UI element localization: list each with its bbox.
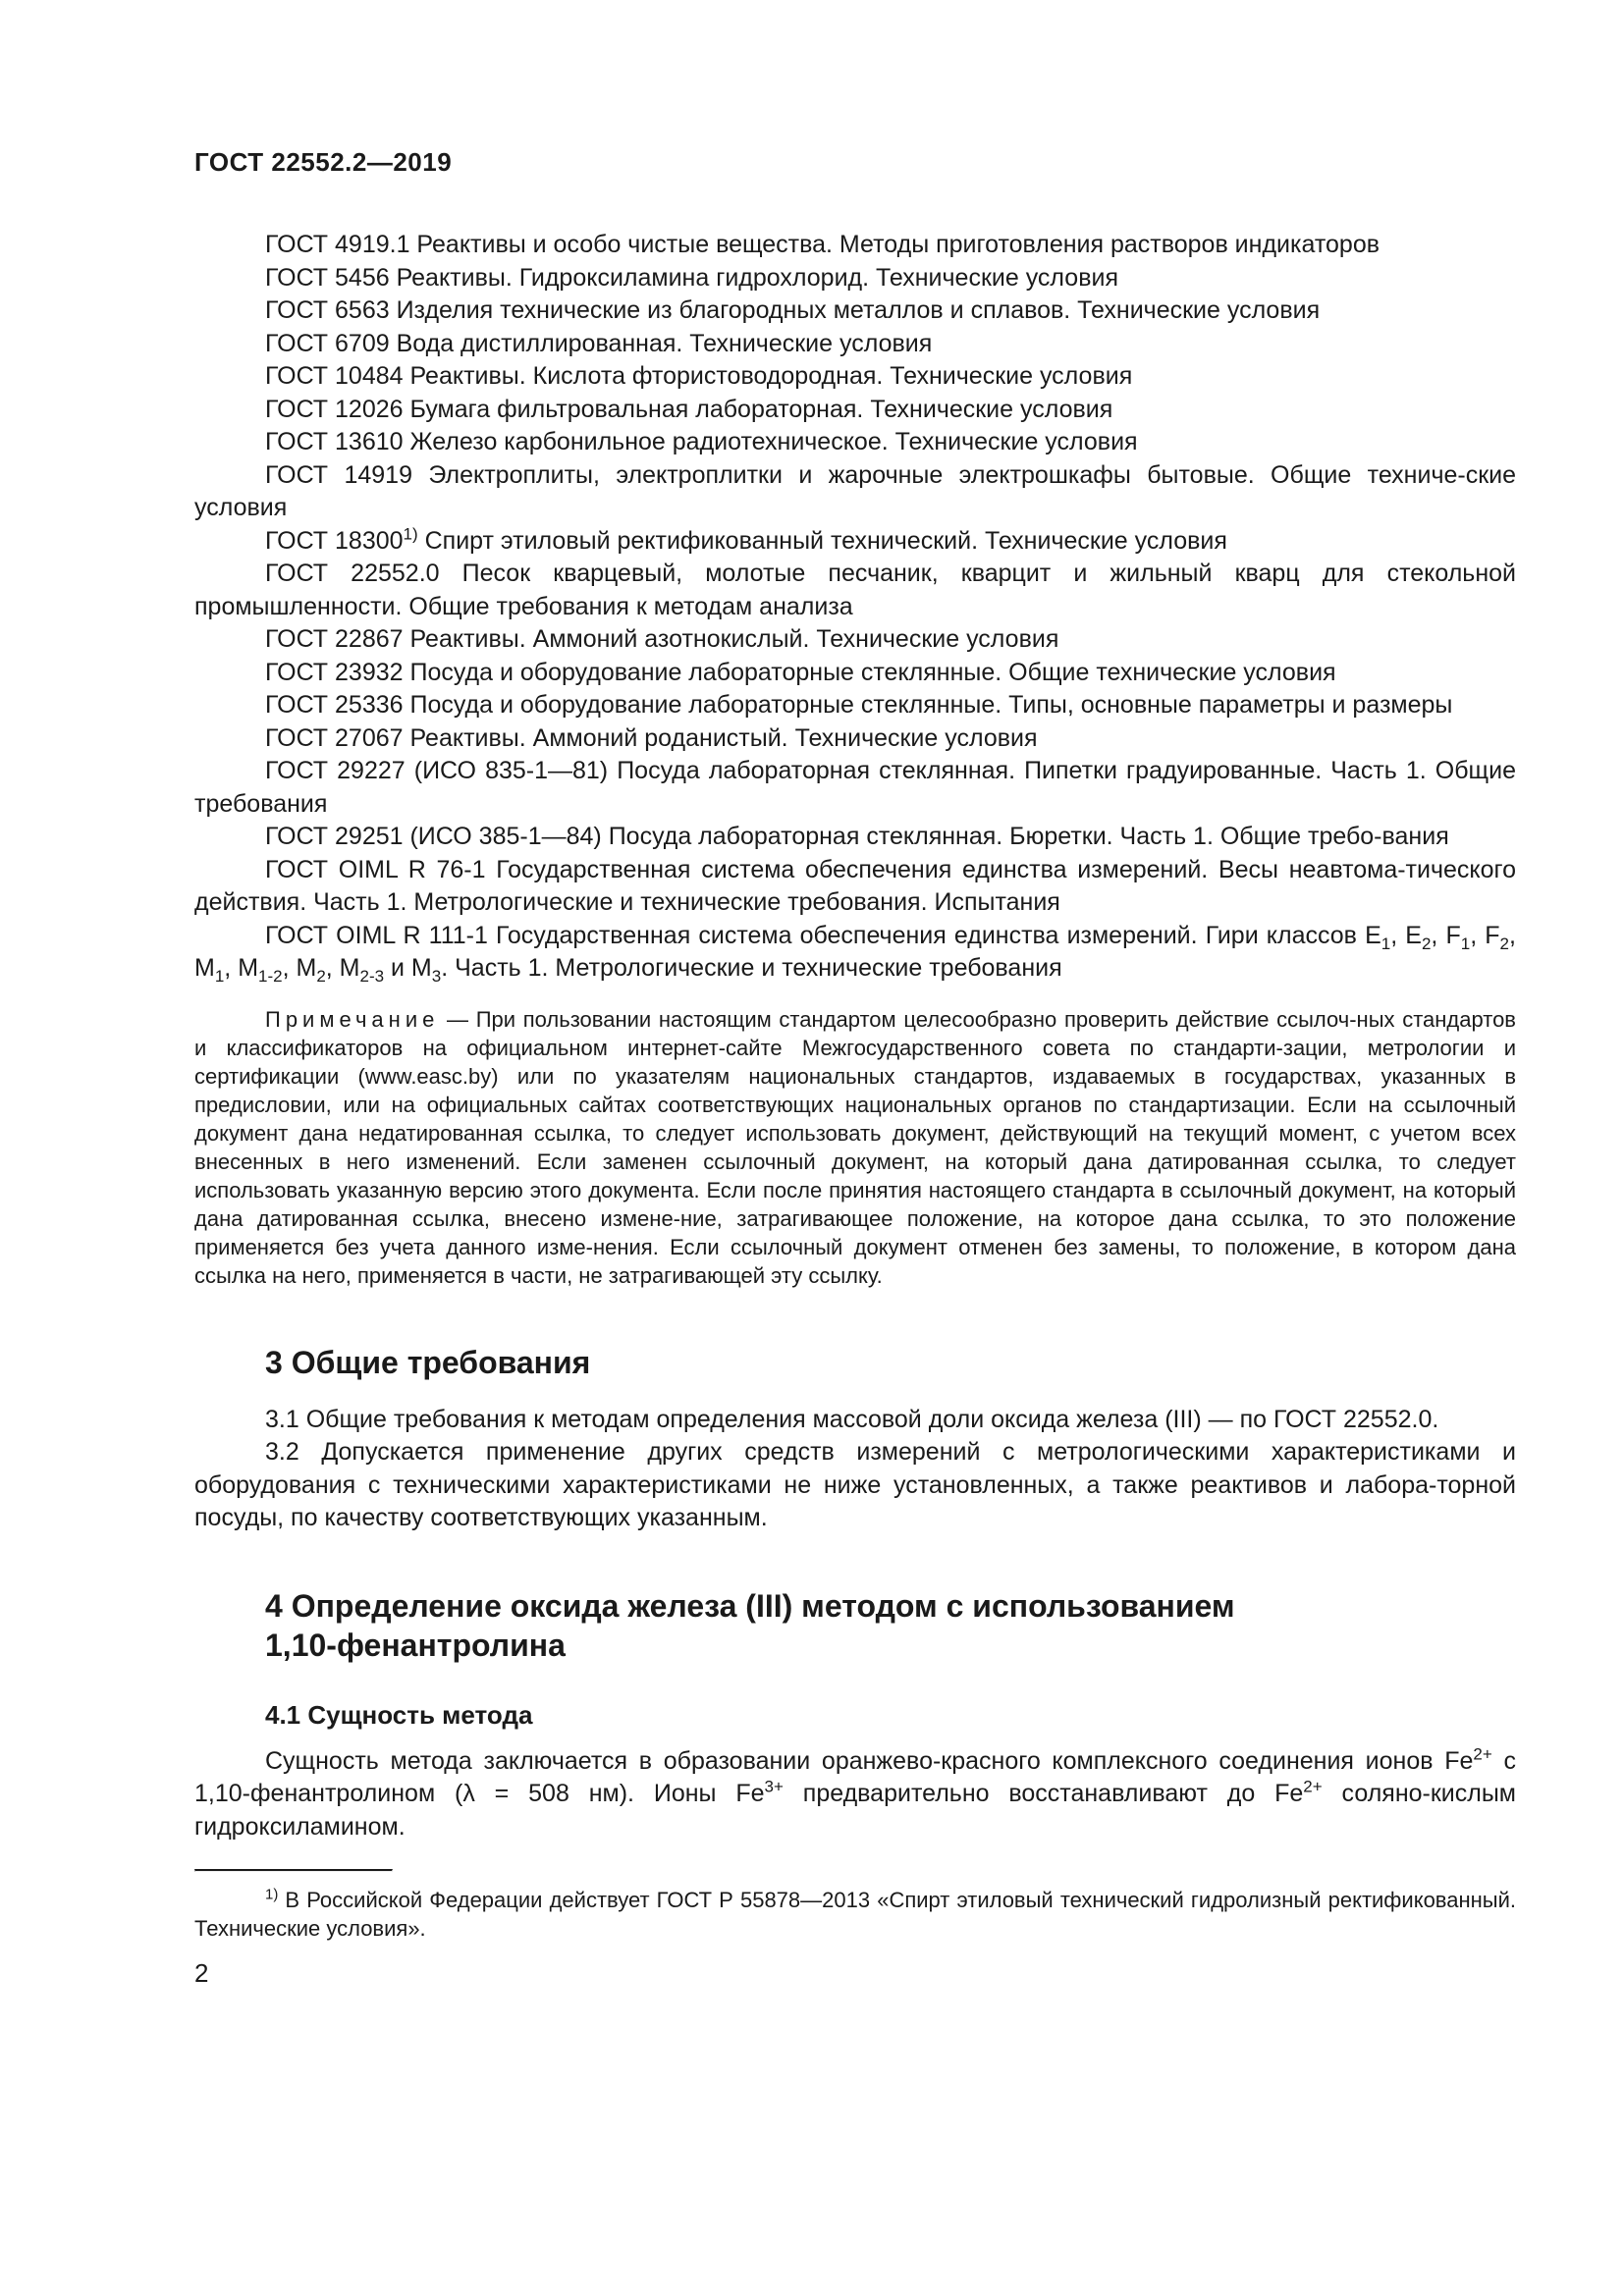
paragraph-3-1: 3.1 Общие требования к методам определения массовой доли оксида железа (III) — по ГОСТ 22552.0. (265, 1405, 1439, 1433)
list-item: ГОСТ 12026 Бумага фильтровальная лабораторная. Технические условия (265, 395, 1113, 423)
superscript: 3+ (764, 1777, 784, 1796)
footnote (194, 1886, 1516, 1943)
footnote-mark: 1) (265, 1886, 279, 1903)
document-page (194, 147, 1516, 1989)
page-number: 2 (194, 1958, 209, 1988)
section-4-title-line1: 4 Определение оксида железа (III) методом с использованием (265, 1587, 1235, 1624)
superscript: 2+ (1303, 1777, 1323, 1796)
list-item: ГОСТ 13610 Железо карбонильное радиотехническое. Технические условия (265, 428, 1138, 455)
note-label: Примечание (265, 1006, 440, 1032)
list-item: ГОСТ 6709 Вода дистиллированная. Технические условия (265, 329, 933, 357)
text-run: предварительно восстанавливают до Fe (783, 1780, 1304, 1807)
list-item: ГОСТ OIML R 111-1 Государственная система обеспечения единства измерений. Гири классов $E_1$, $E_2$, $F_1$, $F_2$, $M_1$, $M_{1-2}$, $M_2$, $M_{2-3}$ и $M_3$. Часть 1. Метрологические и технические требования (194, 921, 1516, 986)
ref-text-tail: . Часть 1. Метрологические и технические требования (441, 954, 1062, 982)
section-3-title: 3 Общие требования (265, 1344, 591, 1380)
document-header: ГОСТ 22552.2—2019 (194, 147, 453, 177)
list-item: ГОСТ 6563 Изделия технические из благородных металлов и сплавов. Технические условия (265, 296, 1321, 324)
list-item: ГОСТ 29251 (ИСО 385-1—84) Посуда лабораторная стеклянная. Бюретки. Часть 1. Общие требо-вания (265, 823, 1449, 850)
footnote-text: В Российской Федерации действует ГОСТ Р 55878—2013 «Спирт этиловый технический гидролизный ректификованный. Технические условия». (194, 1888, 1516, 1941)
ref-text: ГОСТ OIML R 111-1 Государственная система обеспечения единства измерений. Гири классов (265, 921, 1366, 949)
list-item: ГОСТ 5456 Реактивы. Гидроксиламина гидрохлорид. Технические условия (265, 263, 1118, 292)
list-item: ГОСТ 4919.1 Реактивы и особо чистые вещества. Методы приготовления растворов индикаторов (265, 231, 1380, 258)
text-run: с 1,10-фенантролином (λ = 508 нм). Ионы Fe (194, 1746, 1516, 1807)
list-item: ГОСТ 22552.0 Песок кварцевый, молотые песчаник, кварцит и жильный кварц для стекольной промышленности. Общие требования к методам анализа (194, 560, 1516, 620)
footnote-ref[interactable]: 1) (403, 524, 418, 544)
list-item: ГОСТ 23932 Посуда и оборудование лабораторные стеклянные. Общие технические условия (265, 658, 1336, 686)
list-item (194, 525, 1516, 559)
subsection-4-1-title: 4.1 Сущность метода (265, 1699, 533, 1730)
note-text: — При пользовании настоящим стандартом целесообразно проверить действие ссылоч-ных стандартов и классификаторов на официальном интернет-сайте Межгосударственного совета по стандарти-зации, метрологии и сертификации (www.easc.by) или по указателям национальных стандартов, издаваемых в государствах, указанных в предисловии, или на официальных сайтах соответствующих национальных органов по стандартизации. Если на ссылочный документ дана недатированная ссылка, то следует использовать документ, действующий на текущий момент, с учетом всех внесенных в него изменений. Если заменен ссылочный документ, на который дана датированная ссылка, то следует использовать указанную версию этого документа. Если после принятия настоящего стандарта в ссылочный документ, на который дана датированная ссылка, внесено измене-ние, затрагивающее положение, на которое дана ссылка, то это положение применяется без учета данного изме-нения. Если ссылочный документ отменен без замены, то положение, в котором дана ссылка на него, применяется в части, не затрагивающей эту ссылку. (194, 1006, 1516, 1288)
footnote-divider (194, 1869, 393, 1872)
section-4-title-line2: 1,10-фенантролина (265, 1627, 566, 1663)
paragraph-3-2: 3.2 Допускается применение других средств измерений с метрологическими характеристиками и оборудования с техническими характеристиками не ниже установленных, а также реактивов и лабора-торной посуды, по качеству соответствующих указанным. (194, 1438, 1516, 1531)
ref-code: ГОСТ 18300 (265, 526, 404, 555)
normative-references-list (194, 229, 1516, 986)
paragraph-4-1 (194, 1745, 1516, 1844)
text-run: Сущность метода заключается в образовании оранжево-красного комплексного соединения ионов Fe (265, 1746, 1474, 1775)
list-item: ГОСТ 25336 Посуда и оборудование лабораторные стеклянные. Типы, основные параметры и размеры (265, 691, 1453, 719)
list-item: ГОСТ 22867 Реактивы. Аммоний азотнокислый. Технические условия (265, 625, 1059, 653)
list-item: ГОСТ 29227 (ИСО 835-1—81) Посуда лабораторная стеклянная. Пипетки градуированные. Часть 1. Общие требования (194, 757, 1516, 818)
list-item: ГОСТ 14919 Электроплиты, электроплитки и жарочные электрошкафы бытовые. Общие техниче-ские условия (194, 460, 1516, 521)
superscript: 2+ (1473, 1744, 1492, 1764)
ref-text: Спирт этиловый ректификованный технический. Технические условия (417, 526, 1227, 555)
list-item: ГОСТ OIML R 76-1 Государственная система обеспечения единства измерений. Весы неавтома-тического действия. Часть 1. Метрологические и технические требования. Испытания (194, 855, 1516, 916)
text-run: соляно-кислым гидроксиламином. (194, 1780, 1516, 1841)
list-item: ГОСТ 27067 Реактивы. Аммоний роданистый. Технические условия (265, 723, 1038, 752)
note (194, 1005, 1516, 1290)
list-item: ГОСТ 10484 Реактивы. Кислота фтористоводородная. Технические условия (265, 362, 1133, 390)
